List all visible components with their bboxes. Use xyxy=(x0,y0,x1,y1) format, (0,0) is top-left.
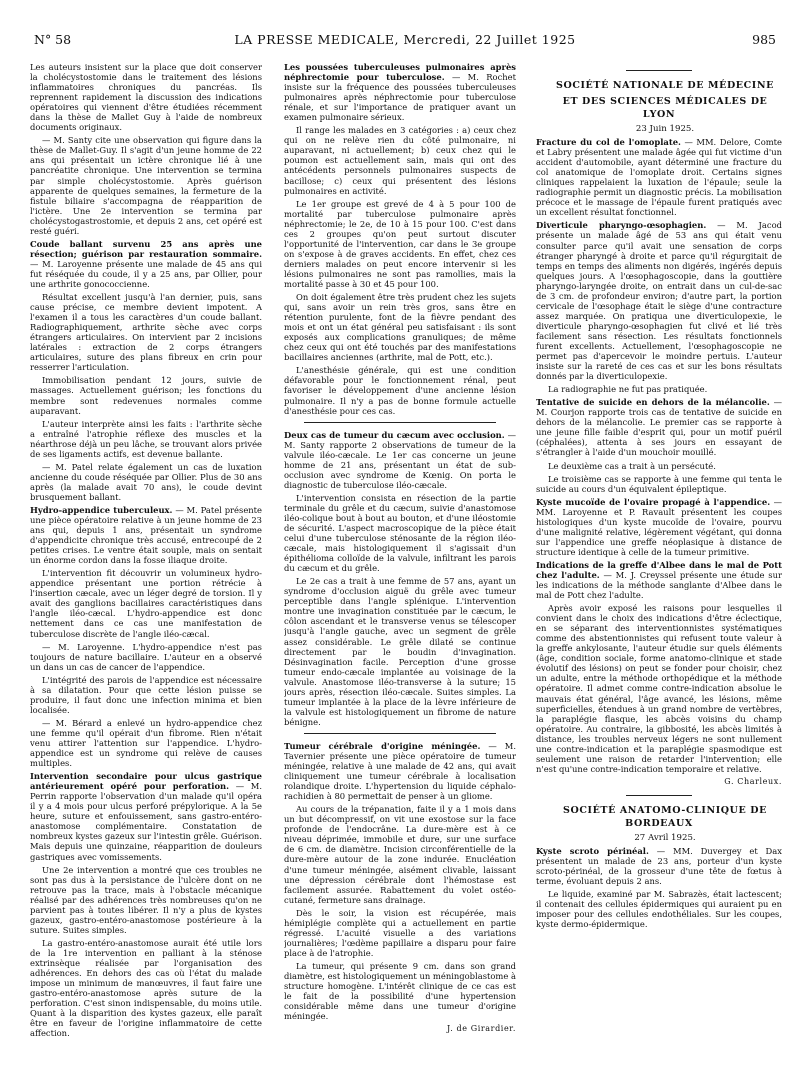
section-rule xyxy=(626,70,692,71)
report-paragraph-with-heading xyxy=(536,397,782,457)
society-reports-2 xyxy=(536,846,782,929)
column-1 xyxy=(30,62,262,1074)
body-paragraph xyxy=(30,718,262,768)
report-heading: Fracture du col de l'omoplate. xyxy=(536,137,681,148)
paragraph-text: — M. Patel relate également un cas de luxation ancienne du coude réséquée par Ollier. Plus de 30 ans après (la malade avait 70 ans), le coude devint brusquement ballant. xyxy=(30,461,262,502)
paragraph-text: Résultat excellent jusqu'à l'an dernier, puis, sans cause précise, ce membre devient impotent. A l'examen il a tous les caractères d'un coude ballant. Radiographiquement, arthrite sèche avec corps étrangers articulaires. On intervient par 2 incisions latérales : extraction de 2 corps étrangers articulaires, suture des plans fibreux en crin pour resserrer l'articulation. xyxy=(30,292,262,373)
section-rule xyxy=(304,422,496,423)
paragraph-text: La gastro-entéro-anastomose aurait été utile lors de la 1re intervention en palliant à la sténose extrinsèque réalisée par l'organisation des adhérences. En dehors des cas où l'état du malade impose un minimum de manœuvres, il faut faire une gastro-entéro-anastomose après suture de la perforation. C'est sinon indispensable, du moins utile. Quant à la disparition des kystes gazeux, elle paraît être en faveur de l'origine inflammatoire de cette affection. xyxy=(30,937,262,1039)
body-paragraph xyxy=(536,474,782,494)
report-paragraph-with-heading xyxy=(536,560,782,600)
paragraph-text: — M. Laroyenne présente une malade de 45 ans qui fut réséquée du coude, il y a 25 ans, par Ollier, pour une arthrite gonococcienne. xyxy=(30,258,262,289)
body-paragraph xyxy=(30,642,262,672)
page-header xyxy=(34,30,776,50)
body-paragraph xyxy=(284,125,516,195)
paragraph-text: — M. Rochet insiste sur la fréquence des poussées tuberculeuses pulmonaires après néphrectomie pour tuberculose rénale, et sur l'importance de pratiquer avant un examen pulmonaire sérieux. xyxy=(284,72,516,123)
paragraph-text: — M. Tavernier présente une pièce opératoire de tumeur méningée, relative à une malade de 42 ans, qui avait cliniquement une tumeur cérébrale à localisation rolandique droite. L'hypertension du liquide céphalo-rachidien à 80 permettait de penser à un gliome. xyxy=(284,740,516,802)
column-2 xyxy=(284,62,516,1074)
report-paragraph-with-heading xyxy=(284,430,516,490)
author-signature: G. Charleux. xyxy=(724,776,782,786)
body-paragraph xyxy=(30,419,262,459)
body-paragraph xyxy=(30,675,262,715)
author-signature: J. de Girardier. xyxy=(447,1024,516,1034)
report-heading: Deux cas de tumeur du cæcum avec occlusion. xyxy=(284,429,505,440)
body-paragraph xyxy=(30,938,262,1038)
paragraph-text: On doit également être très prudent chez les sujets qui, sans avoir un rein très gros, sans être en rétention purulente, font de la fièvre pendant des mois et ont un état général peu satisfaisant : ils sont exposés aux complications granuliques; de même chez ceux qui ont été touchés par des manifestations bacillaires anciennes (arthrite, mal de Pott, etc.). xyxy=(284,292,516,363)
body-paragraph xyxy=(284,493,516,573)
report-heading: Hydro-appendice tuberculeux. xyxy=(30,504,173,515)
paragraph-text: — M. J. Creyssel présente une étude sur les indications de la méthode sanglante d'Albee dans le mal de Pott chez l'adulte. xyxy=(536,569,782,601)
report-paragraph-with-heading xyxy=(536,846,782,886)
paragraph-text: — M. Santy cite une observation qui figure dans la thèse de Mallet-Guy. Il s'agit d'un jeune homme de 22 ans qui présentait un ictère chronique lié à une pancréatite chronique. Une intervention se termina par simple cholécystostomie. Après guérison apparente de quelques semaines, la fermeture de la fistule biliaire s'accompagna de réapparition de l'ictère. Une 2e intervention se termina par cholécystogastrostomie, et depuis 2 ans, cet opéré est resté guéri. xyxy=(30,135,262,236)
body-paragraph xyxy=(284,576,516,727)
report-heading: Indications de la greffe d'Albee dans le mal de Pott chez l'adulte. xyxy=(536,559,782,580)
report-paragraph-with-heading xyxy=(536,137,782,217)
paragraph-text: La tumeur, qui présente 9 cm. dans son grand diamètre, est histologiquement un méningoblastome à structure homogène. L'intérêt clinique de ce cas est le fait de la possibilité d'une hypertension considérable même dans une tumeur d'origine méningée. xyxy=(284,960,516,1022)
report-paragraph-with-heading xyxy=(30,239,262,289)
body-paragraph xyxy=(30,865,262,935)
report-paragraph-with-heading xyxy=(30,505,262,565)
report-heading: Kyste scroto périnéal. xyxy=(536,846,649,856)
paragraph-text: Le 1er groupe est grevé de 4 à 5 pour 100 de mortalité par tuberculose pulmonaire après néphrectomie; le 2e, de 10 à 15 pour 100. C'est dans ces 2 groupes qu'on peut surtout discuter l'opportunité de l'intervention, car dans le 3e groupe on s'expose à de graves accidents. En effet, chez ces derniers malades on peut encore intervenir si les lésions pulmonaires ne sont pas ramollies, mais la mortalité passe à 30 et 45 pour 100. xyxy=(284,198,516,289)
body-paragraph xyxy=(30,375,262,415)
paragraph-text: — MM. Laroyenne et P. Ravault présentent les coupes histologiques d'un kyste mucoïde de l'ovaire, pourvu d'une malignité relative, légèrement végétant, qui donna sur l'appendice une greffe néoplasique à distance de structure identique à celle de la tumeur primitive. xyxy=(536,496,782,557)
paragraph-text: — M. Courjon rapporte trois cas de tentative de suicide en dehors de la mélancolie. Le premier cas se rapporte à une jeune fille faible d'esprit qui, pour un motif puéril (céphalées), attenta à ses jours en essayant de s'étrangler à l'aide d'un mouchoir mouillé. xyxy=(536,397,782,458)
body-paragraph xyxy=(30,568,262,638)
body-paragraph xyxy=(284,292,516,362)
society-reports-1 xyxy=(536,137,782,774)
section-rule xyxy=(304,733,496,734)
society-title-line: ET DES SCIENCES MÉDICALES DE LYON xyxy=(562,96,768,120)
report-heading: Tentative de suicide en dehors de la mélancolie. xyxy=(536,397,770,408)
body-paragraph xyxy=(30,135,262,235)
report-heading: Les poussées tuberculeuses pulmonaires après néphrectomie pour tuberculose. xyxy=(284,62,516,83)
paragraph-text: — M. Jacod présente un malade âgé de 53 ans qui était venu consulter parce qu'il avait une sensation de corps étranger pharyngé à droite et parce qu'il régurgitait de temps en temps des aliments non digérés, ingérés depuis quelques jours. A l'œsophagoscopie, dans la gouttière pharyngo-laryngée droite, on entrait dans un cul-de-sac de 3 cm. de profondeur environ; d'autre part, la portion cervicale de l'œsophage était le siège d'une contracture assez marquée. On pratiqua une diverticulopexie, le diverticule pharyngo-œsophagien fut clivé et lié très facilement sans résection. Les résultats fonctionnels furent excellents. Actuellement, l'œsophagoscopie ne permet pas d'apercevoir le moindre pertuis. L'auteur insiste sur la rareté de ces cas et sur les bons résultats donnés par la diverticulopexie. xyxy=(536,220,782,382)
paragraph-text: — MM. Duvergey et Dax présentent un malade de 23 ans, porteur d'un kyste scroto-périnéal, de la grosseur d'une tête de fœtus à terme, évoluant depuis 2 ans. xyxy=(536,846,782,887)
body-paragraph xyxy=(30,462,262,502)
report-paragraph-with-heading xyxy=(536,497,782,557)
society-title-line: SOCIÉTÉ NATIONALE DE MÉDECINE xyxy=(556,80,774,91)
issue-number: N° 58 xyxy=(34,32,72,47)
paragraph-text: Le liquide, examiné par M. Sabrazès, était lactescent; il contenait des cellules épidermiques qui auraient pu en imposer pour des cellules endothéliales. Sur les coupes, kyste dermo-épidermique. xyxy=(536,889,782,930)
body-paragraph xyxy=(536,603,782,774)
body-paragraph xyxy=(284,961,516,1021)
paragraph-text: Le troisième cas se rapporte à une femme qui tenta le suicide au cours d'un équivalent épileptique. xyxy=(536,473,782,494)
paragraph-text: — M. Patel présente une pièce opératoire relative à un jeune homme de 23 ans qui, depuis 1 ans, présentait un syndrome d'appendicite chronique très accusé, entrecoupé de 2 petites crises. Le ventre était souple, mais on sentait un énorme cordon dans la fosse iliaque droite. xyxy=(30,504,262,566)
paragraph-text: Dès le soir, la vision est récupérée, mais hémiplégie complète qui a actuellement en partie régressé. L'acuité visuelle a des variations journalières; l'œdème papillaire a disparu pour faire place à de l'atrophie. xyxy=(284,907,516,958)
paragraph-text: Une 2e intervention a montré que ces troubles ne sont pas dus à la persistance de l'ulcère dont on ne retrouve pas la trace, mais à l'obstacle mécanique réalisé par des adhérences très nombreuses qu'on ne parvient pas à toutes libérer. Il n'y a plus de kystes gazeux, gastro-entéro-anastomose postérieure à la suture. Suites simples. xyxy=(30,864,262,935)
column-3 xyxy=(536,62,782,1074)
body-paragraph xyxy=(30,292,262,372)
journal-title: LA PRESSE MEDICALE, Mercredi, 22 Juillet 1925 xyxy=(234,32,576,47)
paragraph-text: L'anesthésie générale, qui est une condition défavorable pour le fonctionnement rénal, peut favoriser le développement d'une ancienne lésion pulmonaire. Il n'y a pas de bonne formule actuelle d'anesthésie pour ces cas. xyxy=(284,365,516,416)
paragraph-text: L'auteur interprète ainsi les faits : l'arthrite sèche a entraîné l'atrophie réflexe des muscles et la néarthrose déjà un peu lâche, se trouvant alors privée de ses ligaments actifs, est devenue ballante. xyxy=(30,418,262,459)
paragraph-text: Au cours de la trépanation, faite il y a 1 mois dans un but décompressif, on vit une exostose sur la face profonde de l'endocrâne. La dure-mère est à ce niveau déprimée, immobile et dure, sur une surface de 6 cm. de diamètre. Incision circonférentielle de la dure-mère autour de la zone indurée. Enucléation d'une tumeur méningée, aisément clivable, laissant une dépression cérébrale dont l'hémostase est facilement assurée. Rabattement du volet ostéo-cutané, fermeture sans drainage. xyxy=(284,804,516,905)
body-paragraph xyxy=(536,461,782,471)
paragraph-text: — M. Santy rapporte 2 observations de tumeur de la valvule iléo-cæcale. Le 1er cas concerne un jeune homme de 21 ans, présentant un état de sub-occlusion avec syndrome de Kœnig. On porta le diagnostic de tuberculose iléo-cæcale. xyxy=(284,429,516,490)
report-heading: Intervention secondaire pour ulcus gastrique antérieurement opéré pour perforation. xyxy=(30,771,262,792)
body-paragraph xyxy=(536,384,782,394)
report-heading: Tumeur cérébrale d'origine méningée. xyxy=(284,740,481,751)
body-paragraph xyxy=(284,365,516,415)
report-heading: Coude ballant survenu 25 ans après une résection; guérison par restauration sommaire. xyxy=(30,238,262,259)
paragraph-text: Le 2e cas a trait à une femme de 57 ans, ayant un syndrome d'occlusion aiguë du grêle avec tumeur perceptible dans l'angle splénique. L'intervention montre une invagination constituée par le cæcum, le côlon ascendant et le transverse venus se télescoper jusqu'à l'angle gauche, avec un segment de grêle assez considérable. Le grêle dilaté se continue directement par le boudin d'invagination. Désinvagination facile. Perception d'une grosse tumeur endo-cæcale implantée au voisinage de la valvule. Anastomose iléo-transverse à la suture; 15 jours après, résection iléo-cæcale. Suites simples. La tumeur implantée à la place de la lèvre inférieure de la valvule est histologiquement un fibrome de nature bénigne. xyxy=(284,576,516,727)
paragraph-text: Immobilisation pendant 12 jours, suivie de massages. Actuellement guérison; les fonctions du membre sont redevenues normales comme auparavant. xyxy=(30,375,262,416)
session-date: 23 Juin 1925. xyxy=(635,124,695,134)
section-rule xyxy=(626,795,692,796)
body-paragraph xyxy=(284,804,516,904)
paragraph-text: Les auteurs insistent sur la place que doit conserver la cholécystostomie dans le traitement des lésions inflammatoires chroniques du pancréas. Ils reprennent rapidement la discussion des indications opératoires qui viennent d'être étudiées récemment dans la thèse de Mallet Guy à l'aide de nombreux documents originaux. xyxy=(30,62,262,133)
body-paragraph xyxy=(284,908,516,958)
paragraph-text: Après avoir exposé les raisons pour lesquelles il convient dans le choix des indications d'être éclectique, en se séparant des interventionnistes systématiques comme des abstentionnistes qui refusent toute valeur à la greffe ankylosante, l'auteur étudie sur quels éléments (âge, condition sociale, forme anatomo-clinique et stade évolutif des lésions) on peut se fonder pour choisir, chez un adulte, entre la méthode orthopédique et la méthode opératoire. Il admet comme contre-indication absolue le mauvais état général, l'âge avancé, les lésions, même superficielles, étendues à un grand nombre de vertèbres, la paraplégie flasque, les abcès voisins du champ opératoire. Au contraire, la gibbosité, les abcès limités à distance, les troubles nerveux légers ne sont nullement une contre-indication et la paraplégie spasmodique est seulement une raison de retarder l'intervention; elle n'est qu'une contre-indication temporaire et relative. xyxy=(536,603,782,774)
paragraph-text: La radiographie ne fut pas pratiquée. xyxy=(548,384,708,395)
paragraph-text: L'intervention fit découvrir un volumineux hydro-appendice présentant une portion rétrécie à l'insertion cæcale, avec un léger degré de torsion. Il y avait des ganglions bacillaires caractéristiques dans l'angle iléo-cæcal. L'hydro-appendice est donc nettement dans ce cas une manifestation de tuberculose discrète de l'angle iléo-cæcal. xyxy=(30,568,262,639)
session-date: 27 Avril 1925. xyxy=(634,832,696,843)
report-paragraph-with-heading xyxy=(284,741,516,801)
body-paragraph xyxy=(536,889,782,929)
paragraph-text: — MM. Delore, Comte et Labry présentent une malade âgée qui fut victime d'un accident d'automobile, ayant déterminé une fracture du col anatomique de l'omoplate droit. Certains signes cliniques rappelaient la luxation de l'épaule; seule la radiographie permit un diagnostic précis. La mobilisation précoce et le massage de l'épaule furent pratiqués avec un excellent résultat fonctionnel. xyxy=(536,137,782,218)
paragraph-text: — M. Bérard a enlevé un hydro-appendice chez une femme qu'il opérait d'un fibrome. Rien n'était venu attirer l'attention sur l'appendice. L'hydro-appendice est un syndrome qui relève de causes multiples. xyxy=(30,717,262,769)
paragraph-text: Le deuxième cas a trait à un persécuté. xyxy=(548,460,716,471)
report-heading: Diverticule pharyngo-œsophagien. xyxy=(536,220,707,231)
paragraph-text: — M. Perrin rapporte l'observation d'un malade qu'il opéra il y a 4 mois pour ulcus perforé prépylorique. A la 5e heure, suture et enfouissement, sans gastro-entéro-anastomose complémentaire. Constatation de nombreux kystes gazeux sur l'intestin grêle. Guérison. Mais depuis une quinzaine, réapparition de douleurs gastriques avec vomissements. xyxy=(30,781,262,862)
report-paragraph-with-heading xyxy=(30,771,262,861)
page-number: 985 xyxy=(752,32,776,47)
society-title-line: SOCIÉTÉ ANATOMO-CLINIQUE DE BORDEAUX xyxy=(563,804,767,829)
paragraph-text: L'intervention consista en résection de la partie terminale du grêle et du cæcum, suivie d'anastomose iléo-colique bout à bout au bouton, et d'une iléostomie de sécurité. L'aspect macroscopique de la pièce était celui d'une tuberculose sténosante de la région iléo-cæcale, mais histologiquement il s'agissait d'un épithélioma colloïde de la valvule, infiltrant les parois du cæcum et du grêle. xyxy=(284,492,516,574)
body-paragraph xyxy=(284,199,516,289)
report-heading: Kyste mucoïde de l'ovaire propagé à l'appendice. xyxy=(536,496,771,507)
report-paragraph-with-heading xyxy=(284,62,516,122)
body-paragraph xyxy=(30,62,262,132)
paragraph-text: L'intégrité des parois de l'appendice est nécessaire à sa dilatation. Pour que cette lésion puisse se produire, il faut donc une infection minima et bien localisée. xyxy=(30,674,262,715)
paragraph-text: — M. Laroyenne. L'hydro-appendice n'est pas toujours de nature bacillaire. L'auteur en a observé un dans un cas de cancer de l'appendice. xyxy=(30,641,262,672)
report-paragraph-with-heading xyxy=(536,220,782,381)
paragraph-text: Il range les malades en 3 catégories : a) ceux chez qui on ne relève rien du côté pulmonaire, ni auparavant, ni actuellement; b) ceux chez qui le poumon est actuellement sain, mais qui ont des antécédents personnels pulmonaires suspects de bacillose; c) ceux qui présentent des lésions pulmonaires en activité. xyxy=(284,125,516,196)
